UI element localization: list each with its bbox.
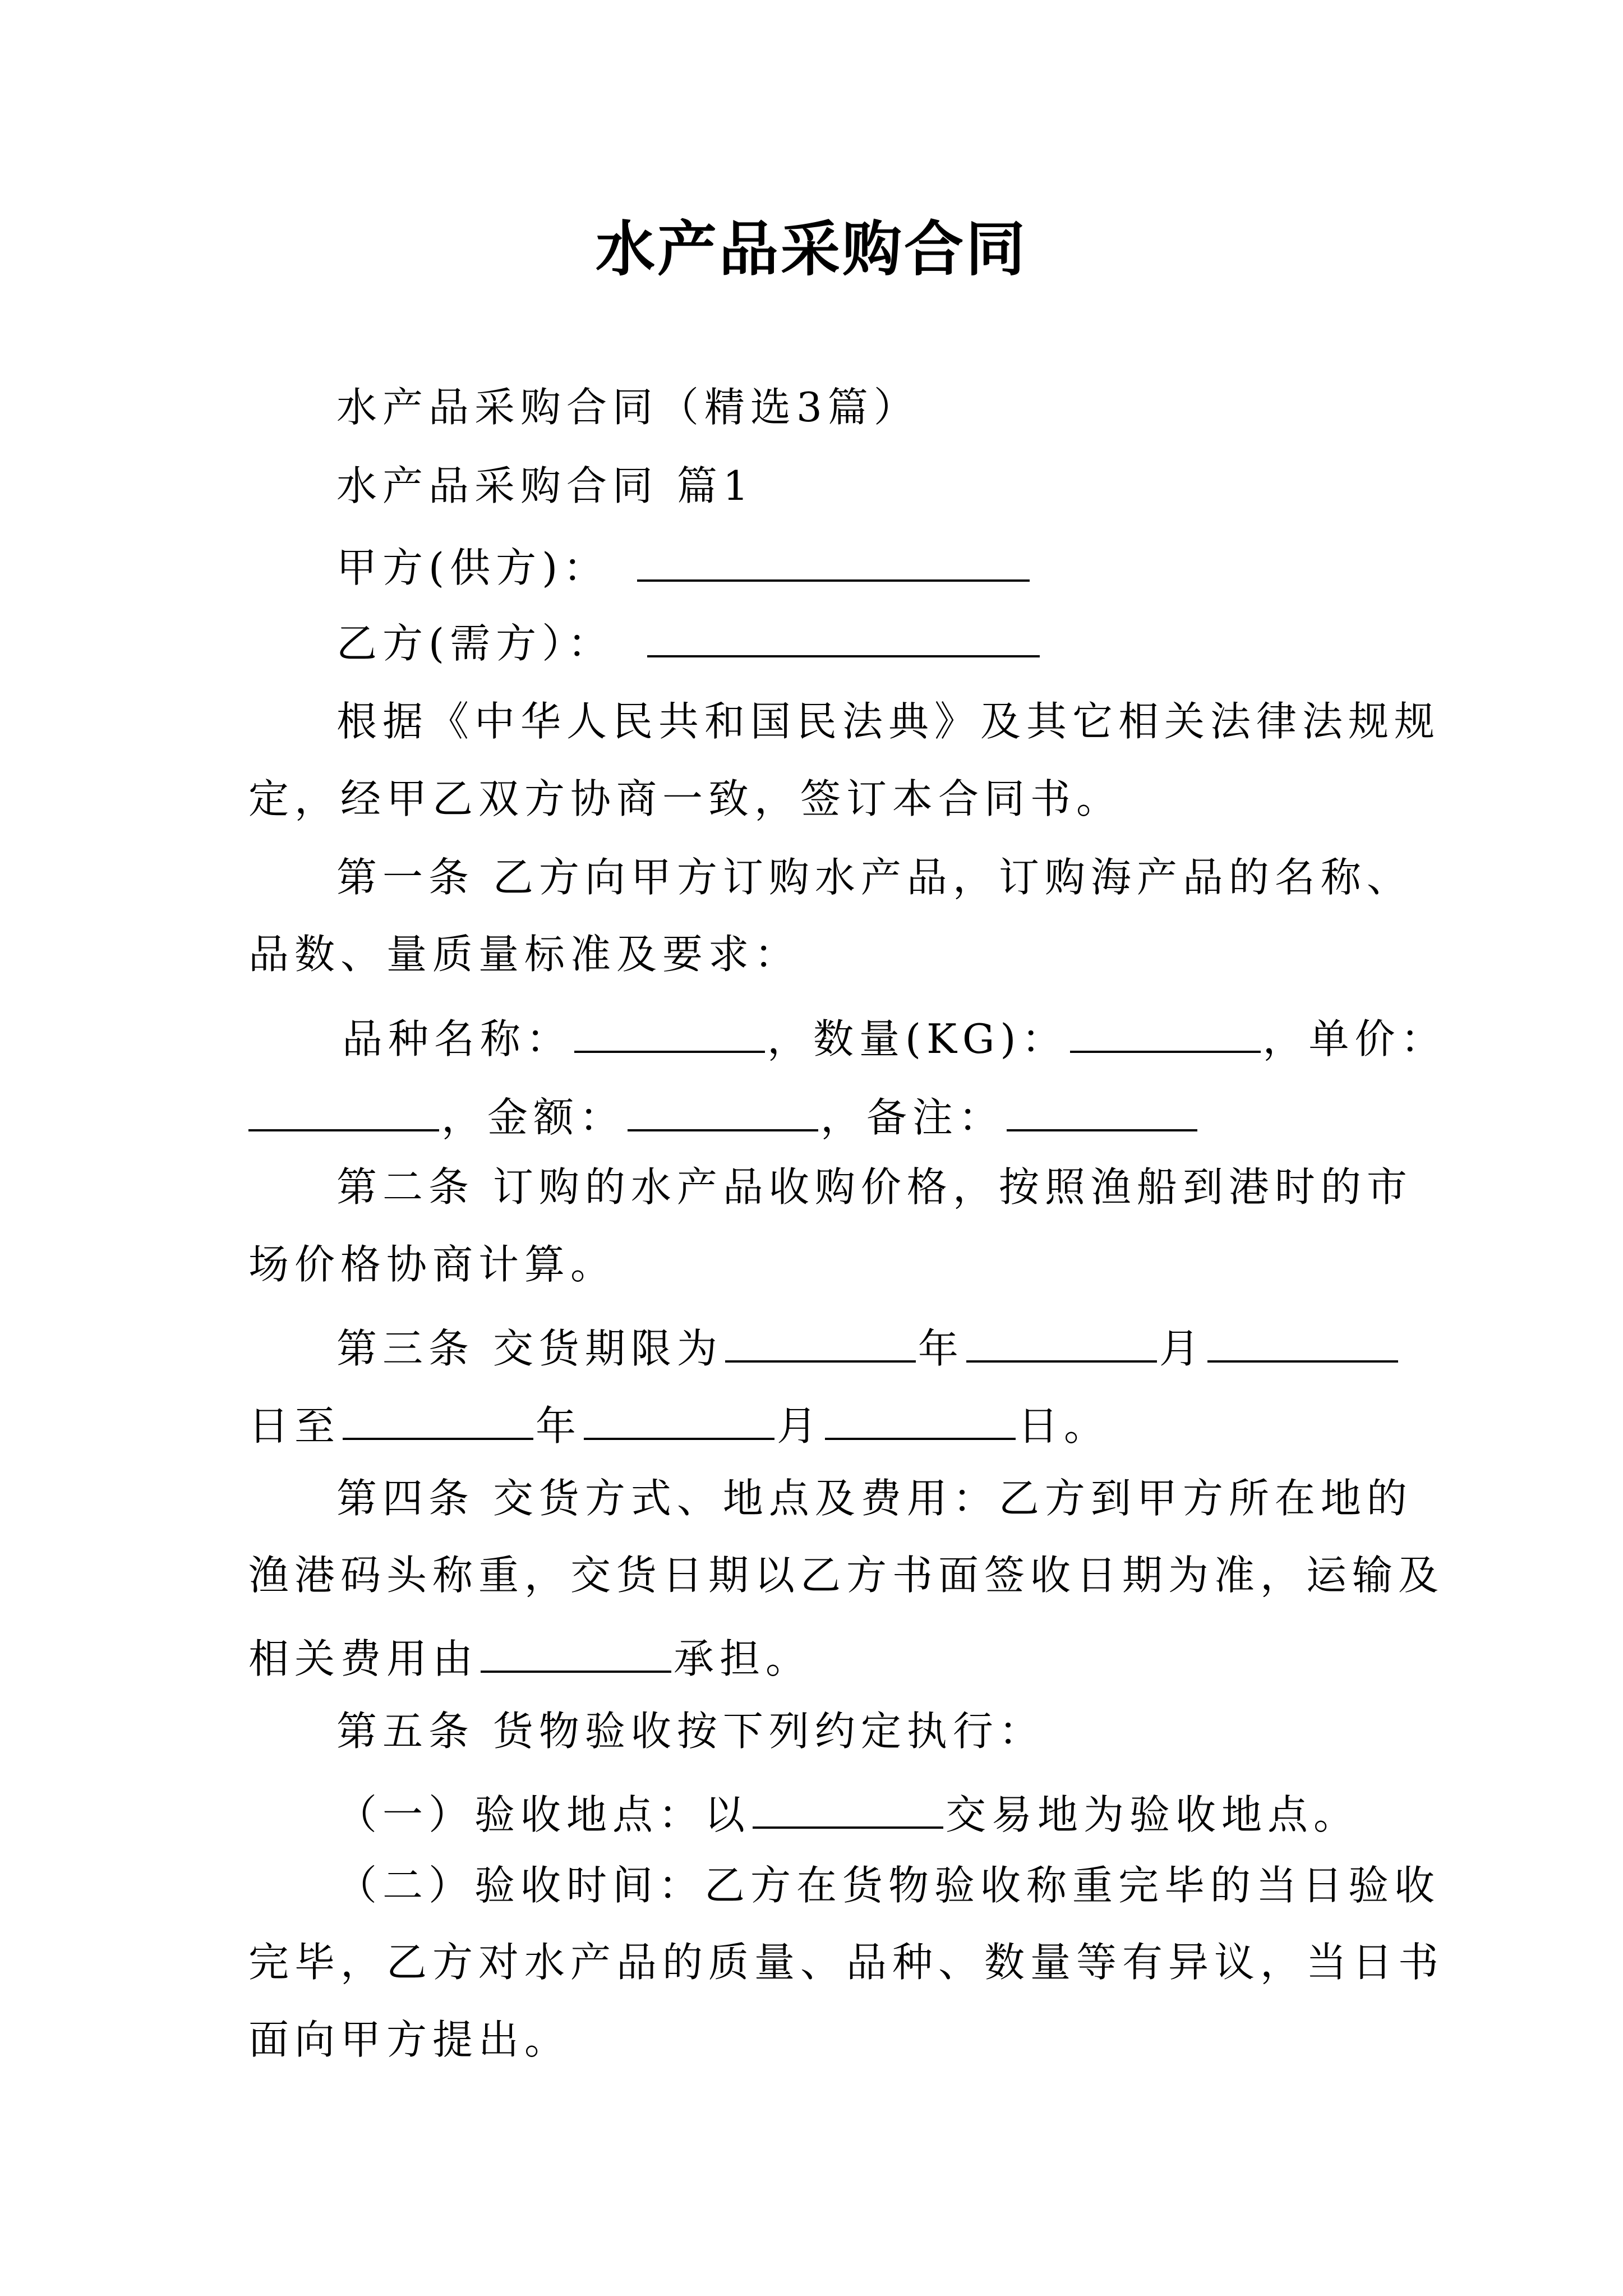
article-4-line-3: [248, 1632, 812, 1682]
start-year-blank: [725, 1322, 916, 1363]
party-a-blank: [637, 541, 1030, 582]
unit-price-blank: [248, 1091, 439, 1131]
party-a-line: [336, 541, 1032, 591]
day-end-label: 日。: [1018, 1402, 1110, 1450]
article-5-item-1-suffix: 交易地为验收地点。: [946, 1791, 1360, 1838]
article-5-item-2-line-1: （二）验收时间：乙方在货物验收称重完毕的当日验收: [336, 1862, 1441, 1909]
fields-line-1: [342, 1013, 1447, 1062]
end-month-blank: [584, 1400, 774, 1440]
article-5-item-2-line-3: 面向甲方提出。: [248, 2016, 571, 2063]
month-label: 月: [1159, 1325, 1205, 1372]
end-year-label: 年: [536, 1402, 582, 1450]
article-5-item-1-prefix: （一）验收地点：以: [336, 1791, 751, 1838]
article-3-line-2: [248, 1400, 1110, 1450]
quantity-label: ，数量(KG)：: [767, 1015, 1068, 1062]
start-month-blank: [966, 1322, 1157, 1363]
remark-label: ，备注：: [820, 1094, 1005, 1141]
article-4-line-1: 第四条 交货方式、地点及费用：乙方到甲方所在地的: [336, 1475, 1413, 1522]
remark-blank: [1007, 1091, 1197, 1131]
party-b-blank: [647, 617, 1040, 657]
article-5-line: 第五条 货物验收按下列约定执行：: [336, 1708, 1045, 1755]
fields-line-2: [248, 1091, 1200, 1141]
article-3-prefix: 第三条 交货期限为: [336, 1325, 723, 1372]
variety-name-label: 品种名称：: [342, 1015, 573, 1062]
article-2-line-1: 第二条 订购的水产品收购价格，按照渔船到港时的市: [336, 1163, 1413, 1211]
document-title: 水产品采购合同: [596, 214, 1027, 284]
intro-line-2: 定，经甲乙双方协商一致，签订本合同书。: [248, 775, 1123, 822]
article-5-item-1: [336, 1788, 1360, 1838]
article-2-line-2: 场价格协商计算。: [248, 1241, 617, 1288]
article-4-line-2: 渔港码头称重，交货日期以乙方书面签收日期为准，运输及: [248, 1552, 1445, 1599]
end-month-label: 月: [777, 1402, 823, 1450]
section-heading: 水产品采购合同 篇1: [336, 462, 754, 509]
article-3-line-1: [336, 1322, 1400, 1372]
end-year-blank: [343, 1400, 533, 1440]
variety-name-blank: [574, 1013, 765, 1053]
party-b-line: [336, 617, 1042, 667]
start-day-blank: [1207, 1322, 1398, 1363]
article-1-line-2: 品数、量质量标准及要求：: [248, 931, 801, 978]
article-4-line-3-prefix: 相关费用由: [248, 1635, 479, 1682]
day-to-label: 日至: [248, 1402, 341, 1450]
party-b-label: 乙方(需方）：: [336, 620, 614, 667]
document-subtitle: 水产品采购合同（精选3篇）: [336, 384, 920, 431]
amount-label: ，金额：: [441, 1094, 626, 1141]
intro-line-1: 根据《中华人民共和国民法典》及其它相关法律法规规: [336, 698, 1441, 745]
quantity-blank: [1070, 1013, 1261, 1053]
expense-bearer-blank: [481, 1632, 671, 1673]
article-5-item-2-line-2: 完毕，乙方对水产品的质量、品种、数量等有异议，当日书: [248, 1939, 1445, 1986]
unit-price-label: ，单价：: [1262, 1015, 1447, 1062]
year-label: 年: [917, 1325, 964, 1372]
amount-blank: [628, 1091, 818, 1131]
article-1-line-1: 第一条 乙方向甲方订购水产品，订购海产品的名称、: [336, 854, 1413, 901]
end-day-blank: [825, 1400, 1016, 1440]
article-4-line-3-suffix: 承担。: [674, 1635, 812, 1682]
party-a-label: 甲方(供方)：: [336, 544, 610, 591]
inspection-place-blank: [753, 1788, 943, 1829]
